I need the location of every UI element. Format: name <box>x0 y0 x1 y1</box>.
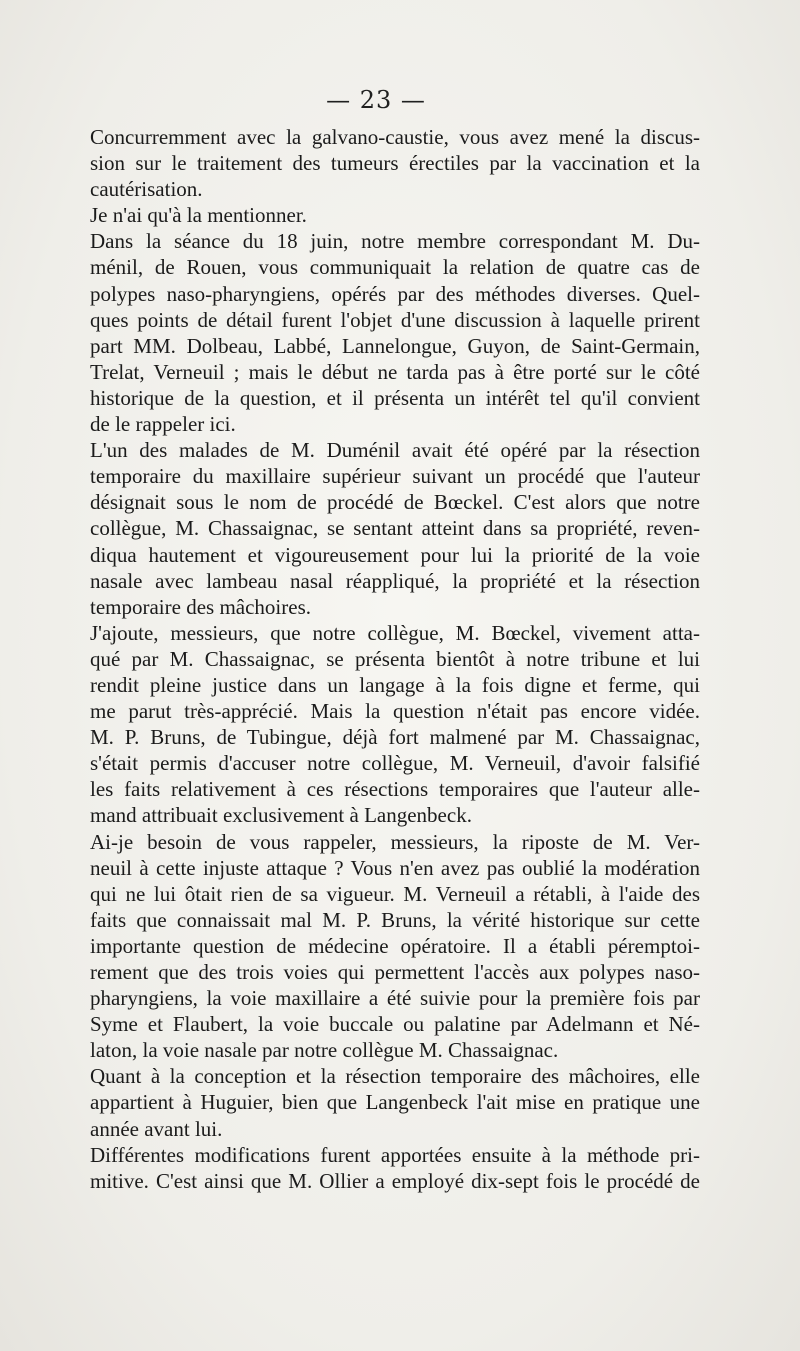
text-line: mitive. C'est ainsi que M. Ollier a employé dix-sept fois le procédé de <box>90 1168 700 1193</box>
text-line: M. P. Bruns, de Tubingue, déjà fort malmené par M. Chassaignac, <box>90 725 700 750</box>
text-line: faits que connaissait mal M. P. Bruns, la vérité historique sur cette <box>90 907 700 932</box>
text-line: Ai-je besoin de vous rappeler, messieurs, la riposte de M. Ver- <box>90 829 700 854</box>
text-line: J'ajoute, messieurs, que notre collègue, M. Bœckel, vivement atta- <box>90 620 700 645</box>
text-line: collègue, M. Chassaignac, se sentant atteint dans sa propriété, reven- <box>90 516 700 541</box>
text-line: neuil à cette injuste attaque ? Vous n'en avez pas oublié la modération <box>90 855 700 880</box>
text-line: nasale avec lambeau nasal réappliqué, la propriété et la résection <box>90 568 700 593</box>
text-line: mand attribuait exclusivement à Langenbeck. <box>90 803 472 828</box>
text-line: sion sur le traitement des tumeurs érectiles par la vaccination et la <box>90 151 700 176</box>
text-line: pharyngiens, la voie maxillaire a été suivie pour la première fois par <box>90 986 700 1011</box>
text-line: Syme et Flaubert, la voie buccale ou palatine par Adelmann et Né- <box>90 1012 700 1037</box>
text-line: cautérisation. <box>90 177 203 202</box>
text-line: de le rappeler ici. <box>90 412 236 437</box>
text-line: temporaire du maxillaire supérieur suivant un procédé que l'auteur <box>90 464 700 489</box>
text-line: Différentes modifications furent apportées ensuite à la méthode pri- <box>90 1142 700 1167</box>
text-line: désignait sous le nom de procédé de Bœckel. C'est alors que notre <box>90 490 700 515</box>
text-line: part MM. Dolbeau, Labbé, Lannelongue, Guyon, de Saint-Germain, <box>90 333 700 358</box>
text-line: importante question de médecine opératoire. Il a établi péremptoi- <box>90 933 700 958</box>
body-text <box>90 124 700 1194</box>
text-line: ménil, de Rouen, vous communiquait la relation de quatre cas de <box>90 255 700 280</box>
text-line: me parut très-apprécié. Mais la question n'était pas encore vidée. <box>90 699 700 724</box>
text-line: Concurremment avec la galvano-caustie, vous avez mené la discus- <box>90 125 700 149</box>
text-line: Quant à la conception et la résection temporaire des mâchoires, elle <box>90 1064 700 1089</box>
text-line: appartient à Huguier, bien que Langenbeck l'ait mise en pratique une <box>90 1090 700 1115</box>
text-line: ques points de détail furent l'objet d'une discussion à laquelle prirent <box>90 307 700 332</box>
text-line: polypes naso-pharyngiens, opérés par des méthodes diverses. Quel- <box>90 281 700 306</box>
text-line: rement que des trois voies qui permettent l'accès aux polypes naso- <box>90 960 700 984</box>
text-line: L'un des malades de M. Duménil avait été opéré par la résection <box>90 438 700 463</box>
text-line: laton, la voie nasale par notre collègue M. Chassaignac. <box>90 1038 559 1063</box>
text-line: rendit pleine justice dans un langage à la fois digne et ferme, qui <box>90 672 700 697</box>
text-line: diqua hautement et vigoureusement pour lui la priorité de la voie <box>90 542 700 567</box>
text-line: les faits relativement à ces résections temporaires que l'auteur alle- <box>90 777 700 802</box>
text-line: qui ne lui ôtait rien de sa vigueur. M. Verneuil a rétabli, à l'aide des <box>90 881 700 906</box>
text-line: temporaire des mâchoires. <box>90 594 311 619</box>
text-line: qué par M. Chassaignac, se présenta bientôt à notre tribune et lui <box>90 646 700 671</box>
text-line: Trelat, Verneuil ; mais le début ne tarda pas à être porté sur le côté <box>90 359 700 384</box>
text-line: historique de la question, et il présenta un intérêt tel qu'il convient <box>90 385 700 410</box>
text-line: s'était permis d'accuser notre collègue, M. Verneuil, d'avoir falsifié <box>90 751 700 776</box>
text-line: Dans la séance du 18 juin, notre membre correspondant M. Du- <box>90 229 700 254</box>
page-number: — 23 — <box>326 86 426 114</box>
text-line: année avant lui. <box>90 1116 223 1141</box>
text-line: Je n'ai qu'à la mentionner. <box>90 203 307 228</box>
